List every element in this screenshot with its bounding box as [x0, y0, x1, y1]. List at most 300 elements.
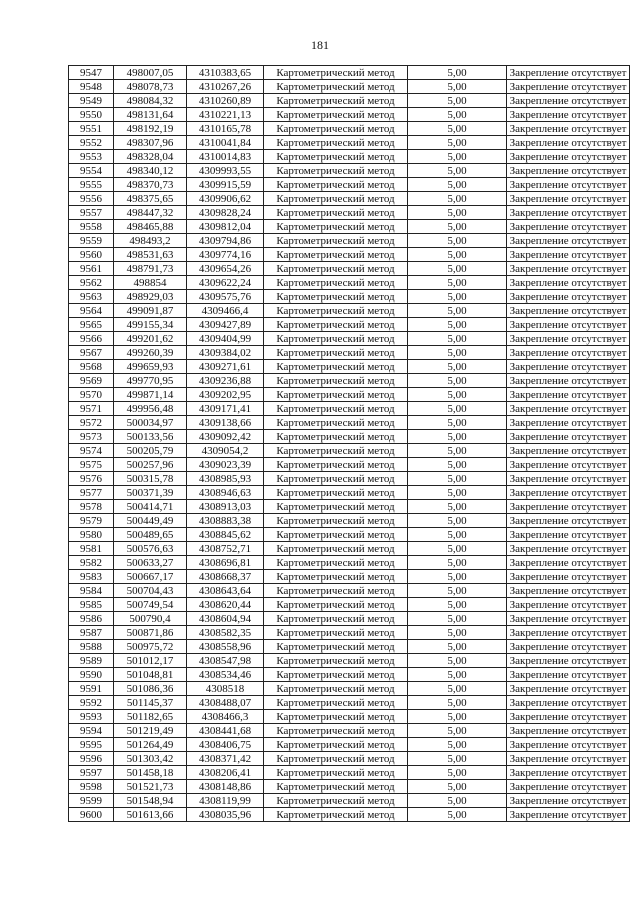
point-number-cell: 9581 [69, 542, 114, 556]
point-number-cell: 9548 [69, 80, 114, 94]
coord-y-cell: 4310383,65 [187, 66, 264, 80]
coord-y-cell: 4308620,44 [187, 598, 264, 612]
coord-x-cell: 499201,62 [114, 332, 187, 346]
point-number-cell: 9561 [69, 262, 114, 276]
point-number-cell: 9550 [69, 108, 114, 122]
table-row [69, 290, 630, 304]
table-row [69, 472, 630, 486]
coord-y-cell: 4308206,41 [187, 766, 264, 780]
fixation-cell: Закрепление отсутствует [507, 668, 630, 682]
method-cell: Картометрический метод [264, 696, 408, 710]
fixation-cell: Закрепление отсутствует [507, 388, 630, 402]
coord-x-cell: 501145,37 [114, 696, 187, 710]
table-row [69, 192, 630, 206]
fixation-cell: Закрепление отсутствует [507, 724, 630, 738]
table-row [69, 794, 630, 808]
point-number-cell: 9551 [69, 122, 114, 136]
fixation-cell: Закрепление отсутствует [507, 584, 630, 598]
accuracy-cell: 5,00 [408, 640, 507, 654]
method-cell: Картометрический метод [264, 528, 408, 542]
accuracy-cell: 5,00 [408, 556, 507, 570]
method-cell: Картометрический метод [264, 780, 408, 794]
accuracy-cell: 5,00 [408, 248, 507, 262]
point-number-cell: 9594 [69, 724, 114, 738]
accuracy-cell: 5,00 [408, 766, 507, 780]
coord-y-cell: 4310041,84 [187, 136, 264, 150]
accuracy-cell: 5,00 [408, 220, 507, 234]
method-cell: Картометрический метод [264, 598, 408, 612]
table-row [69, 276, 630, 290]
method-cell: Картометрический метод [264, 402, 408, 416]
coord-y-cell: 4308035,96 [187, 808, 264, 822]
point-number-cell: 9599 [69, 794, 114, 808]
table-body [69, 66, 630, 822]
table-row [69, 388, 630, 402]
coord-x-cell: 500576,63 [114, 542, 187, 556]
coord-y-cell: 4309023,39 [187, 458, 264, 472]
coord-y-cell: 4308488,07 [187, 696, 264, 710]
coord-y-cell: 4308845,62 [187, 528, 264, 542]
accuracy-cell: 5,00 [408, 304, 507, 318]
accuracy-cell: 5,00 [408, 402, 507, 416]
table-row [69, 780, 630, 794]
coord-x-cell: 499260,39 [114, 346, 187, 360]
coord-x-cell: 498131,64 [114, 108, 187, 122]
point-number-cell: 9572 [69, 416, 114, 430]
coord-x-cell: 498078,73 [114, 80, 187, 94]
coord-y-cell: 4308643,64 [187, 584, 264, 598]
method-cell: Картометрический метод [264, 136, 408, 150]
method-cell: Картометрический метод [264, 486, 408, 500]
point-number-cell: 9560 [69, 248, 114, 262]
table-row [69, 178, 630, 192]
coord-x-cell: 498084,32 [114, 94, 187, 108]
point-number-cell: 9597 [69, 766, 114, 780]
accuracy-cell: 5,00 [408, 80, 507, 94]
fixation-cell: Закрепление отсутствует [507, 360, 630, 374]
accuracy-cell: 5,00 [408, 66, 507, 80]
accuracy-cell: 5,00 [408, 444, 507, 458]
point-number-cell: 9575 [69, 458, 114, 472]
coord-x-cell: 500790,4 [114, 612, 187, 626]
accuracy-cell: 5,00 [408, 164, 507, 178]
coord-y-cell: 4310267,26 [187, 80, 264, 94]
coord-x-cell: 500449,49 [114, 514, 187, 528]
accuracy-cell: 5,00 [408, 262, 507, 276]
method-cell: Картометрический метод [264, 626, 408, 640]
fixation-cell: Закрепление отсутствует [507, 794, 630, 808]
coord-x-cell: 500704,43 [114, 584, 187, 598]
point-number-cell: 9582 [69, 556, 114, 570]
coord-x-cell: 501548,94 [114, 794, 187, 808]
coord-y-cell: 4310165,78 [187, 122, 264, 136]
coord-y-cell: 4309812,04 [187, 220, 264, 234]
fixation-cell: Закрепление отсутствует [507, 416, 630, 430]
accuracy-cell: 5,00 [408, 626, 507, 640]
coord-x-cell: 498854 [114, 276, 187, 290]
method-cell: Картометрический метод [264, 360, 408, 374]
point-number-cell: 9600 [69, 808, 114, 822]
point-number-cell: 9570 [69, 388, 114, 402]
method-cell: Картометрический метод [264, 472, 408, 486]
fixation-cell: Закрепление отсутствует [507, 780, 630, 794]
fixation-cell: Закрепление отсутствует [507, 570, 630, 584]
fixation-cell: Закрепление отсутствует [507, 318, 630, 332]
table-row [69, 696, 630, 710]
coord-y-cell: 4308883,38 [187, 514, 264, 528]
accuracy-cell: 5,00 [408, 738, 507, 752]
coord-y-cell: 4308558,96 [187, 640, 264, 654]
table-row [69, 808, 630, 822]
fixation-cell: Закрепление отсутствует [507, 626, 630, 640]
coord-y-cell: 4308696,81 [187, 556, 264, 570]
table-row [69, 766, 630, 780]
point-number-cell: 9571 [69, 402, 114, 416]
coord-x-cell: 499956,48 [114, 402, 187, 416]
coord-x-cell: 498791,73 [114, 262, 187, 276]
coord-x-cell: 498328,04 [114, 150, 187, 164]
accuracy-cell: 5,00 [408, 808, 507, 822]
accuracy-cell: 5,00 [408, 486, 507, 500]
method-cell: Картометрический метод [264, 444, 408, 458]
method-cell: Картометрический метод [264, 234, 408, 248]
fixation-cell: Закрепление отсутствует [507, 640, 630, 654]
fixation-cell: Закрепление отсутствует [507, 220, 630, 234]
coord-x-cell: 498447,32 [114, 206, 187, 220]
method-cell: Картометрический метод [264, 794, 408, 808]
accuracy-cell: 5,00 [408, 654, 507, 668]
coord-y-cell: 4309622,24 [187, 276, 264, 290]
accuracy-cell: 5,00 [408, 794, 507, 808]
fixation-cell: Закрепление отсутствует [507, 710, 630, 724]
point-number-cell: 9584 [69, 584, 114, 598]
coord-y-cell: 4309915,59 [187, 178, 264, 192]
point-number-cell: 9587 [69, 626, 114, 640]
coord-y-cell: 4308547,98 [187, 654, 264, 668]
method-cell: Картометрический метод [264, 164, 408, 178]
coord-x-cell: 501458,18 [114, 766, 187, 780]
table-row [69, 724, 630, 738]
method-cell: Картометрический метод [264, 66, 408, 80]
coord-y-cell: 4309271,61 [187, 360, 264, 374]
table-row [69, 122, 630, 136]
accuracy-cell: 5,00 [408, 290, 507, 304]
accuracy-cell: 5,00 [408, 122, 507, 136]
coord-x-cell: 501086,36 [114, 682, 187, 696]
fixation-cell: Закрепление отсутствует [507, 290, 630, 304]
table-row [69, 654, 630, 668]
fixation-cell: Закрепление отсутствует [507, 136, 630, 150]
coord-x-cell: 500315,78 [114, 472, 187, 486]
table-row [69, 570, 630, 584]
method-cell: Картометрический метод [264, 178, 408, 192]
coord-x-cell: 500371,39 [114, 486, 187, 500]
table-row [69, 528, 630, 542]
fixation-cell: Закрепление отсутствует [507, 66, 630, 80]
point-number-cell: 9590 [69, 668, 114, 682]
table-row [69, 150, 630, 164]
fixation-cell: Закрепление отсутствует [507, 612, 630, 626]
coord-x-cell: 498929,03 [114, 290, 187, 304]
table-row [69, 500, 630, 514]
table-row [69, 612, 630, 626]
coord-y-cell: 4309092,42 [187, 430, 264, 444]
point-number-cell: 9549 [69, 94, 114, 108]
coord-x-cell: 498465,88 [114, 220, 187, 234]
coord-x-cell: 499871,14 [114, 388, 187, 402]
table-row [69, 556, 630, 570]
coord-y-cell: 4309575,76 [187, 290, 264, 304]
point-number-cell: 9547 [69, 66, 114, 80]
method-cell: Картометрический метод [264, 458, 408, 472]
point-number-cell: 9554 [69, 164, 114, 178]
point-number-cell: 9552 [69, 136, 114, 150]
coord-x-cell: 501048,81 [114, 668, 187, 682]
table-row [69, 626, 630, 640]
coord-x-cell: 498493,2 [114, 234, 187, 248]
point-number-cell: 9589 [69, 654, 114, 668]
coord-x-cell: 498007,05 [114, 66, 187, 80]
coord-y-cell: 4308518 [187, 682, 264, 696]
fixation-cell: Закрепление отсутствует [507, 80, 630, 94]
point-number-cell: 9559 [69, 234, 114, 248]
accuracy-cell: 5,00 [408, 360, 507, 374]
accuracy-cell: 5,00 [408, 668, 507, 682]
coord-x-cell: 500205,79 [114, 444, 187, 458]
coord-x-cell: 498192,19 [114, 122, 187, 136]
fixation-cell: Закрепление отсутствует [507, 304, 630, 318]
coord-y-cell: 4309466,4 [187, 304, 264, 318]
coord-y-cell: 4309236,88 [187, 374, 264, 388]
coord-x-cell: 500034,97 [114, 416, 187, 430]
coord-y-cell: 4309906,62 [187, 192, 264, 206]
coord-y-cell: 4308582,35 [187, 626, 264, 640]
fixation-cell: Закрепление отсутствует [507, 500, 630, 514]
accuracy-cell: 5,00 [408, 416, 507, 430]
fixation-cell: Закрепление отсутствует [507, 542, 630, 556]
coord-y-cell: 4309828,24 [187, 206, 264, 220]
coord-x-cell: 501264,49 [114, 738, 187, 752]
coord-y-cell: 4309384,02 [187, 346, 264, 360]
coord-x-cell: 501182,65 [114, 710, 187, 724]
method-cell: Картометрический метод [264, 808, 408, 822]
coord-x-cell: 498531,63 [114, 248, 187, 262]
table-row [69, 668, 630, 682]
table-row [69, 360, 630, 374]
coord-y-cell: 4308119,99 [187, 794, 264, 808]
coord-y-cell: 4308534,46 [187, 668, 264, 682]
accuracy-cell: 5,00 [408, 472, 507, 486]
coord-y-cell: 4309138,66 [187, 416, 264, 430]
coord-x-cell: 500871,86 [114, 626, 187, 640]
point-number-cell: 9596 [69, 752, 114, 766]
point-number-cell: 9558 [69, 220, 114, 234]
fixation-cell: Закрепление отсутствует [507, 472, 630, 486]
accuracy-cell: 5,00 [408, 584, 507, 598]
table-row [69, 220, 630, 234]
accuracy-cell: 5,00 [408, 346, 507, 360]
method-cell: Картометрический метод [264, 682, 408, 696]
coord-y-cell: 4309993,55 [187, 164, 264, 178]
point-number-cell: 9591 [69, 682, 114, 696]
coord-y-cell: 4308913,03 [187, 500, 264, 514]
point-number-cell: 9585 [69, 598, 114, 612]
table-row [69, 402, 630, 416]
method-cell: Картометрический метод [264, 500, 408, 514]
table-row [69, 374, 630, 388]
accuracy-cell: 5,00 [408, 570, 507, 584]
table-row [69, 304, 630, 318]
table-row [69, 640, 630, 654]
fixation-cell: Закрепление отсутствует [507, 206, 630, 220]
point-number-cell: 9573 [69, 430, 114, 444]
point-number-cell: 9569 [69, 374, 114, 388]
method-cell: Картометрический метод [264, 248, 408, 262]
table-row [69, 206, 630, 220]
method-cell: Картометрический метод [264, 94, 408, 108]
table-row [69, 542, 630, 556]
point-number-cell: 9565 [69, 318, 114, 332]
accuracy-cell: 5,00 [408, 710, 507, 724]
accuracy-cell: 5,00 [408, 178, 507, 192]
coord-y-cell: 4308604,94 [187, 612, 264, 626]
accuracy-cell: 5,00 [408, 136, 507, 150]
point-number-cell: 9577 [69, 486, 114, 500]
fixation-cell: Закрепление отсутствует [507, 262, 630, 276]
fixation-cell: Закрепление отсутствует [507, 122, 630, 136]
coord-y-cell: 4308371,42 [187, 752, 264, 766]
accuracy-cell: 5,00 [408, 150, 507, 164]
accuracy-cell: 5,00 [408, 206, 507, 220]
coord-y-cell: 4308946,63 [187, 486, 264, 500]
fixation-cell: Закрепление отсутствует [507, 234, 630, 248]
coord-y-cell: 4308406,75 [187, 738, 264, 752]
table-row [69, 752, 630, 766]
fixation-cell: Закрепление отсутствует [507, 556, 630, 570]
coord-y-cell: 4310014,83 [187, 150, 264, 164]
coord-y-cell: 4309654,26 [187, 262, 264, 276]
point-number-cell: 9598 [69, 780, 114, 794]
method-cell: Картометрический метод [264, 262, 408, 276]
coord-y-cell: 4310260,89 [187, 94, 264, 108]
fixation-cell: Закрепление отсутствует [507, 486, 630, 500]
point-number-cell: 9566 [69, 332, 114, 346]
table-row [69, 80, 630, 94]
method-cell: Картометрический метод [264, 584, 408, 598]
fixation-cell: Закрепление отсутствует [507, 682, 630, 696]
fixation-cell: Закрепление отсутствует [507, 752, 630, 766]
method-cell: Картометрический метод [264, 192, 408, 206]
fixation-cell: Закрепление отсутствует [507, 402, 630, 416]
coord-x-cell: 501521,73 [114, 780, 187, 794]
method-cell: Картометрический метод [264, 640, 408, 654]
table-row [69, 318, 630, 332]
accuracy-cell: 5,00 [408, 514, 507, 528]
point-number-cell: 9563 [69, 290, 114, 304]
accuracy-cell: 5,00 [408, 332, 507, 346]
accuracy-cell: 5,00 [408, 780, 507, 794]
coord-x-cell: 501219,49 [114, 724, 187, 738]
method-cell: Картометрический метод [264, 290, 408, 304]
coord-y-cell: 4309774,16 [187, 248, 264, 262]
method-cell: Картометрический метод [264, 150, 408, 164]
table-row [69, 136, 630, 150]
table-row [69, 108, 630, 122]
coord-x-cell: 500257,96 [114, 458, 187, 472]
accuracy-cell: 5,00 [408, 682, 507, 696]
coord-x-cell: 499091,87 [114, 304, 187, 318]
point-number-cell: 9555 [69, 178, 114, 192]
fixation-cell: Закрепление отсутствует [507, 430, 630, 444]
method-cell: Картометрический метод [264, 304, 408, 318]
fixation-cell: Закрепление отсутствует [507, 528, 630, 542]
accuracy-cell: 5,00 [408, 430, 507, 444]
coord-x-cell: 500414,71 [114, 500, 187, 514]
method-cell: Картометрический метод [264, 318, 408, 332]
coord-y-cell: 4310221,13 [187, 108, 264, 122]
coord-y-cell: 4309054,2 [187, 444, 264, 458]
table-row [69, 164, 630, 178]
method-cell: Картометрический метод [264, 766, 408, 780]
table-row [69, 234, 630, 248]
fixation-cell: Закрепление отсутствует [507, 108, 630, 122]
fixation-cell: Закрепление отсутствует [507, 458, 630, 472]
point-number-cell: 9593 [69, 710, 114, 724]
fixation-cell: Закрепление отсутствует [507, 808, 630, 822]
point-number-cell: 9588 [69, 640, 114, 654]
fixation-cell: Закрепление отсутствует [507, 192, 630, 206]
point-number-cell: 9586 [69, 612, 114, 626]
point-number-cell: 9567 [69, 346, 114, 360]
coord-y-cell: 4308466,3 [187, 710, 264, 724]
coord-y-cell: 4308752,71 [187, 542, 264, 556]
coord-x-cell: 500633,27 [114, 556, 187, 570]
coord-x-cell: 501613,66 [114, 808, 187, 822]
coord-y-cell: 4308148,86 [187, 780, 264, 794]
method-cell: Картометрический метод [264, 122, 408, 136]
accuracy-cell: 5,00 [408, 458, 507, 472]
coord-y-cell: 4308668,37 [187, 570, 264, 584]
coord-x-cell: 500133,56 [114, 430, 187, 444]
coord-y-cell: 4308441,68 [187, 724, 264, 738]
table-row [69, 66, 630, 80]
point-number-cell: 9592 [69, 696, 114, 710]
table-row [69, 444, 630, 458]
coord-x-cell: 499659,93 [114, 360, 187, 374]
method-cell: Картометрический метод [264, 556, 408, 570]
method-cell: Картометрический метод [264, 108, 408, 122]
fixation-cell: Закрепление отсутствует [507, 654, 630, 668]
page-number: 181 [311, 38, 329, 52]
fixation-cell: Закрепление отсутствует [507, 150, 630, 164]
fixation-cell: Закрепление отсутствует [507, 248, 630, 262]
method-cell: Картометрический метод [264, 430, 408, 444]
method-cell: Картометрический метод [264, 668, 408, 682]
coord-x-cell: 498375,65 [114, 192, 187, 206]
coord-y-cell: 4309794,86 [187, 234, 264, 248]
table-row [69, 262, 630, 276]
point-number-cell: 9576 [69, 472, 114, 486]
accuracy-cell: 5,00 [408, 528, 507, 542]
coord-x-cell: 500749,54 [114, 598, 187, 612]
table-row [69, 682, 630, 696]
table-row [69, 458, 630, 472]
point-number-cell: 9553 [69, 150, 114, 164]
method-cell: Картометрический метод [264, 612, 408, 626]
table-row [69, 94, 630, 108]
accuracy-cell: 5,00 [408, 108, 507, 122]
table-row [69, 416, 630, 430]
